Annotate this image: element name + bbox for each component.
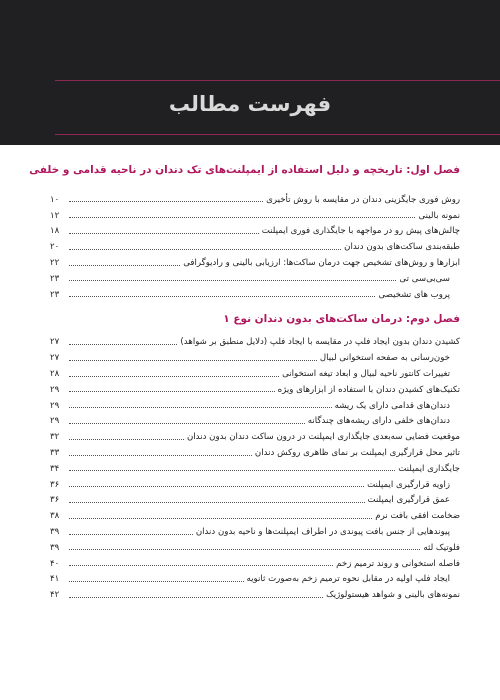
dot-leader: [69, 502, 365, 503]
header-rule-bottom: [55, 134, 500, 135]
table-of-contents: [29, 162, 460, 603]
chapter-heading: فصل دوم: درمان ساکت‌های بدون دندان نوع ۱: [223, 312, 460, 325]
toc-entry: [50, 366, 460, 382]
entry-text: زاویه قرارگیری ایمپلنت: [367, 479, 450, 490]
toc-entry: [50, 587, 460, 603]
page-number: ۳۸: [50, 511, 60, 522]
page-number: ۲۰: [50, 242, 60, 253]
chapter-heading: فصل اول: تاریخچه و دلیل استفاده از ایمپلنت‌های تک دندان در ناحیه قدامی و خلفی: [29, 164, 460, 176]
page-title: فهرست مطالب: [168, 92, 332, 116]
dot-leader: [69, 296, 375, 297]
page-number: ۱۸: [50, 226, 60, 237]
entry-text: ضخامت افقی بافت نرم: [375, 511, 460, 522]
entry-text: فلوتیک لثه: [423, 542, 460, 553]
entry-text: فاصله استخوانی و روند ترمیم زخم: [336, 558, 460, 569]
toc-entry: [50, 429, 460, 445]
page-number: ۳۹: [50, 542, 60, 553]
dot-leader: [69, 549, 420, 550]
toc-entry: [50, 540, 460, 556]
entry-text: عمق قرارگیری ایمپلنت: [367, 495, 450, 506]
page-number: ۲۹: [50, 384, 60, 395]
page-number: ۱۰: [50, 194, 60, 205]
page-number: ۳۲: [50, 432, 60, 443]
entry-text: پروب های تشخیصی: [378, 289, 450, 300]
page-number: ۲۳: [50, 273, 60, 284]
dot-leader: [69, 455, 252, 456]
dot-leader: [69, 407, 332, 408]
toc-entry: [50, 192, 460, 208]
dot-leader: [69, 597, 323, 598]
dot-leader: [69, 486, 364, 487]
page-number: ۲۸: [50, 369, 60, 380]
entry-text: خون‌رسانی به صفحه استخوانی لبیال: [319, 353, 450, 364]
entry-text: ایجاد فلپ اولیه در مقابل نحوه ترمیم زخم به‌صورت ثانویه: [246, 574, 450, 585]
entry-text: تغییرات کانتور ناحیه لبیال و ابعاد تیغه استخوانی: [282, 369, 450, 380]
dot-leader: [69, 201, 263, 202]
entry-text: تاثیر محل قرارگیری ایمپلنت بر نمای ظاهری روکش دندان: [254, 448, 460, 459]
toc-entry: [50, 572, 460, 588]
toc-entry: [50, 414, 460, 430]
dot-leader: [69, 233, 259, 234]
entry-text: ابزارها و روش‌های تشخیص جهت درمان ساکت‌ها: ارزیابی بالینی و رادیوگرافی: [183, 258, 460, 269]
entry-text: نمونه بالینی: [418, 210, 460, 221]
dot-leader: [69, 249, 341, 250]
dot-leader: [69, 565, 333, 566]
toc-entry: [50, 477, 460, 493]
page-number: ۲۷: [50, 337, 60, 348]
entry-text: روش فوری جایگزینی دندان در مقایسه با روش تأخیری: [266, 194, 460, 205]
entry-text: موقعیت فضایی سه‌بعدی جایگذاری ایمپلنت در درون ساکت دندان بدون دندان: [186, 432, 460, 443]
page-number: ۳۶: [50, 479, 60, 490]
toc-entry: [50, 398, 460, 414]
entry-text: کشیدن دندان بدون ایجاد فلپ در مقایسه با ایجاد فلپ (دلایل منطبق بر شواهد): [180, 337, 460, 348]
toc-entry: [50, 239, 460, 255]
page-number: ۴۲: [50, 590, 60, 601]
toc-entry: [50, 382, 460, 398]
toc-entry: [50, 493, 460, 509]
entry-text: نمونه‌های بالینی و شواهد هیستولوژیک: [326, 590, 460, 601]
dot-leader: [69, 265, 180, 266]
dot-leader: [69, 534, 193, 535]
page-number: ۳۹: [50, 527, 60, 538]
toc-entry: [50, 461, 460, 477]
toc-entry: [50, 255, 460, 271]
entry-text: طبقه‌بندی ساکت‌های بدون دندان: [344, 242, 460, 253]
toc-entry: [50, 524, 460, 540]
dot-leader: [69, 470, 395, 471]
toc-entry: [50, 224, 460, 240]
page-number: ۲۳: [50, 289, 60, 300]
toc-entry: [50, 508, 460, 524]
dot-leader: [69, 518, 372, 519]
toc-entry: [50, 350, 460, 366]
page-number: ۳۴: [50, 463, 60, 474]
dot-leader: [69, 391, 275, 392]
dot-leader: [69, 581, 244, 582]
page-number: ۲۲: [50, 258, 60, 269]
page-number: ۱۲: [50, 210, 60, 221]
entry-text: چالش‌های پیش رو در مواجهه با جایگذاری فوری ایمپلنت: [261, 226, 460, 237]
dot-leader: [69, 439, 184, 440]
header-banner: [0, 0, 500, 145]
entry-text: تکنیک‌های کشیدن دندان با استفاده از ابزارهای ویژه: [277, 384, 460, 395]
toc-entry: [50, 335, 460, 351]
page-number: ۲۹: [50, 400, 60, 411]
entry-text: دندان‌های خلفی دارای ریشه‌های چندگانه: [307, 416, 450, 427]
entry-text: پیوندهایی از جنس بافت پیوندی در اطراف ایمپلنت‌ها و ناحیه بدون دندان: [195, 527, 450, 538]
entry-text: سی‌بی‌سی تی: [399, 273, 450, 284]
dot-leader: [69, 217, 415, 218]
page-number: ۴۰: [50, 558, 60, 569]
entry-text: جایگذاری ایمپلنت: [398, 463, 460, 474]
dot-leader: [69, 280, 396, 281]
toc-entry: [50, 271, 460, 287]
header-rule-top: [55, 80, 500, 81]
dot-leader: [69, 360, 317, 361]
entry-text: دندان‌های قدامی دارای یک ریشه: [334, 400, 450, 411]
page-number: ۲۷: [50, 353, 60, 364]
page-number: ۴۱: [50, 574, 60, 585]
toc-entry: [50, 287, 460, 303]
toc-entry: [50, 556, 460, 572]
dot-leader: [69, 423, 305, 424]
toc-entry: [50, 208, 460, 224]
toc-entry: [50, 445, 460, 461]
dot-leader: [69, 376, 279, 377]
page-number: ۲۹: [50, 416, 60, 427]
dot-leader: [69, 344, 177, 345]
page-number: ۳۳: [50, 448, 60, 459]
page-number: ۳۶: [50, 495, 60, 506]
